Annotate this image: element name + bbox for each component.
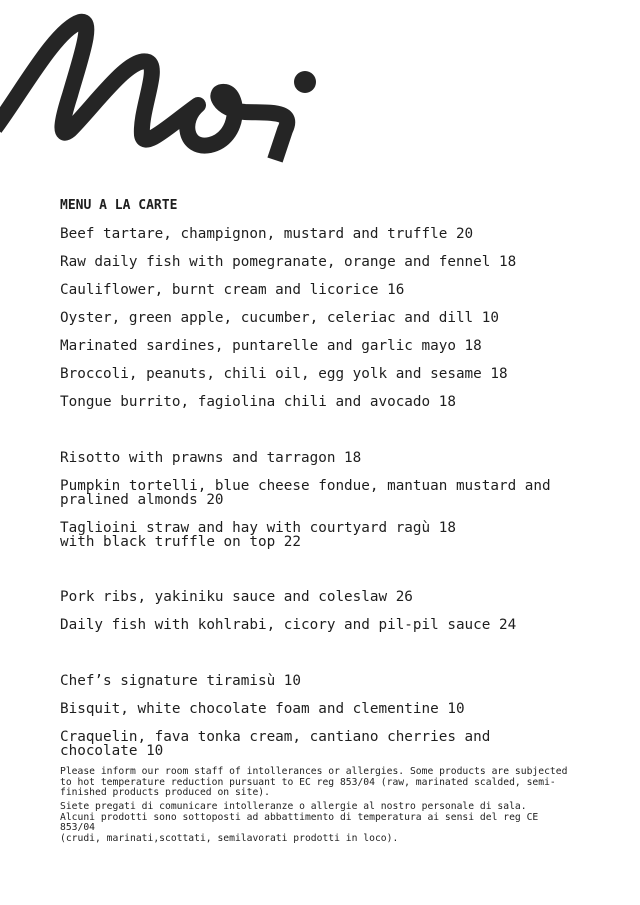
menu-item: Oyster, green apple, cucumber, celeriac and dill 10 (60, 310, 499, 326)
menu-item: Cauliflower, burnt cream and licorice 16 (60, 282, 405, 298)
allergy-notice-it: Siete pregati di comunicare intolleranze o allergie al nostro personale di sala. Alcuni prodotti sono sottoposti ad abbattimento di temperatura ai sensi del reg CE 853/04 (crudi, marinati,scottati, semilavorati prodotti in loco). (60, 801, 539, 844)
menu-item: Marinated sardines, puntarelle and garlic mayo 18 (60, 338, 482, 354)
menu-item: Chef’s signature tiramisù 10 (60, 673, 302, 689)
menu-item: Broccoli, peanuts, chili oil, egg yolk and sesame 18 (60, 366, 508, 382)
allergy-notice-en: Please inform our room staff of intollerances or allergies. Some products are subjected to hot temperature reduction pursuant to EC reg 853/04 (raw, marinated scalded, semi- finished products produced on site). (60, 766, 568, 798)
menu-item: Daily fish with kohlrabi, cicory and pil-pil sauce 24 (60, 617, 517, 633)
menu-item: Risotto with prawns and tarragon 18 (60, 450, 362, 466)
menu-item: Pumpkin tortelli, blue cheese fondue, mantuan mustard and pralined almonds 20 (60, 478, 551, 508)
menu-item: Taglioini straw and hay with courtyard ragù 18 with black truffle on top 22 (60, 520, 456, 550)
menu-item: Craquelin, fava tonka cream, cantiano cherries and chocolate 10 (60, 729, 491, 759)
menu-item: Raw daily fish with pomegranate, orange and fennel 18 (60, 254, 517, 270)
menu-item: Bisquit, white chocolate foam and clementine 10 (60, 701, 465, 717)
moi-logo (0, 0, 330, 170)
menu-item: Beef tartare, champignon, mustard and truffle 20 (60, 226, 474, 242)
menu-item: Tongue burrito, fagiolina chili and avocado 18 (60, 394, 456, 410)
menu-item: Pork ribs, yakiniku sauce and coleslaw 26 (60, 589, 413, 605)
menu-title: MENU A LA CARTE (60, 198, 178, 213)
